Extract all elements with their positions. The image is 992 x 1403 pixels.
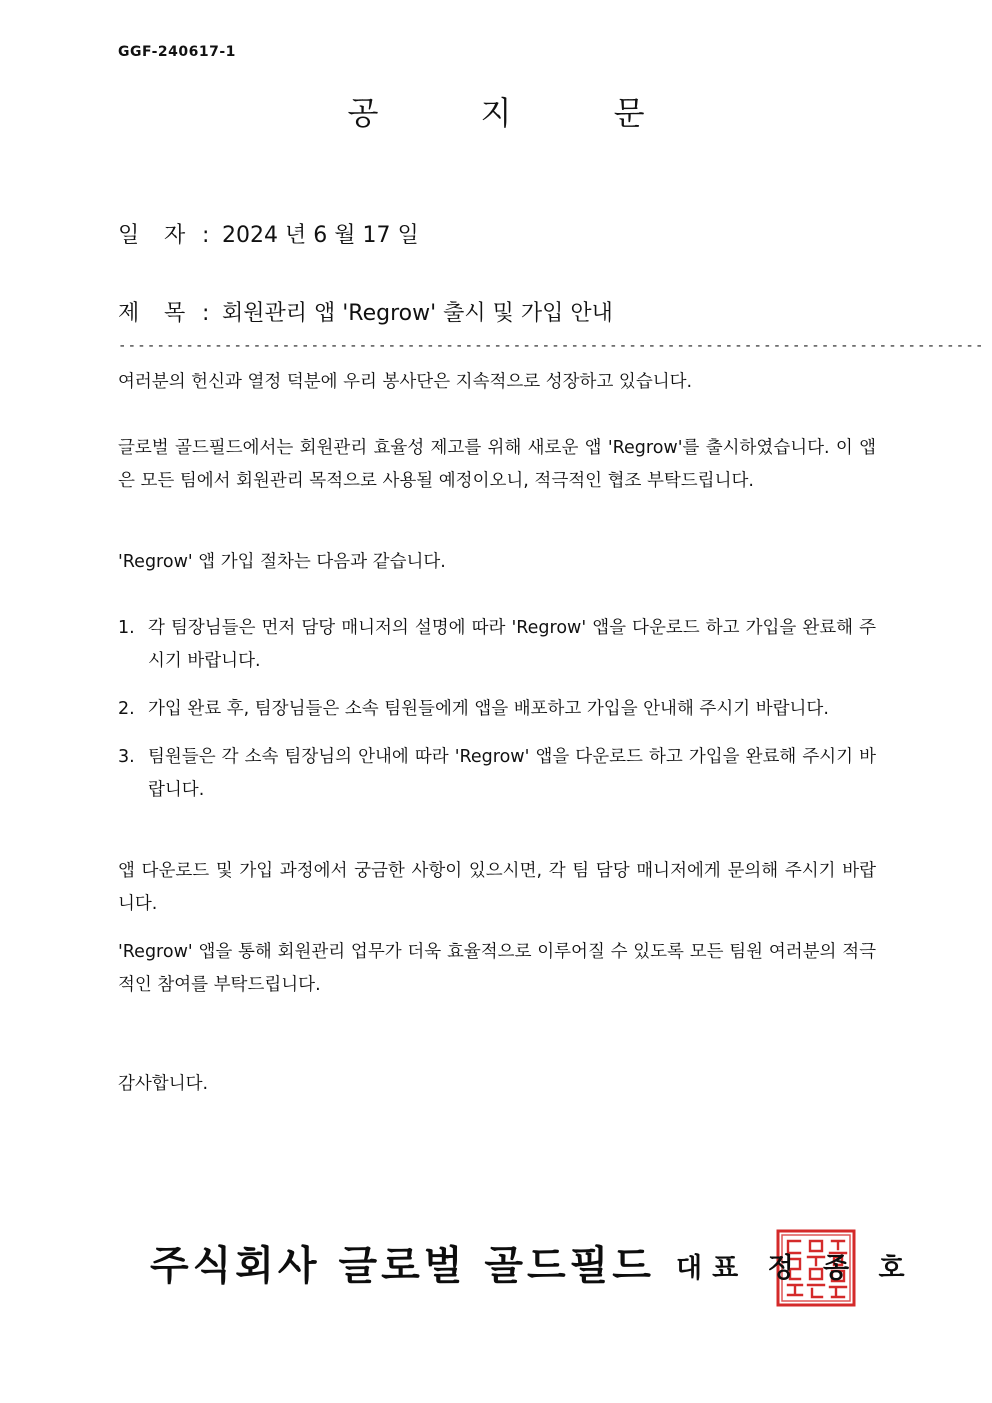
date-value: 2024 년 6 월 17 일 bbox=[222, 223, 419, 248]
date-field bbox=[118, 218, 419, 249]
date-label: 일 자 bbox=[118, 223, 186, 248]
representative-signature: 대표 정 종 호 bbox=[676, 1253, 915, 1284]
main-paragraph: 글로벌 골드필드에서는 회원관리 효율성 제고를 위해 새로운 앱 'Regrow'를 출시하였습니다. 이 앱은 모든 팀에서 회원관리 목적으로 사용될 예정이오니, 적극적인 협조 부탁드립니다. bbox=[118, 438, 876, 491]
company-signature: 주식회사 글로벌 골드필드 bbox=[150, 1242, 655, 1289]
thanks-text: 감사합니다. bbox=[118, 1074, 209, 1094]
subject-value: 회원관리 앱 'Regrow' 출시 및 가입 안내 bbox=[222, 301, 613, 326]
subject-label: 제 목 bbox=[118, 301, 186, 326]
page-title: 공 지 문 bbox=[347, 94, 691, 132]
list-item bbox=[118, 612, 876, 678]
closing-paragraph: 'Regrow' 앱을 통해 회원관리 업무가 더욱 효율적으로 이루어질 수 있도록 모든 팀원 여러분의 적극적인 참여를 부탁드립니다. bbox=[118, 942, 876, 995]
list-item bbox=[118, 741, 876, 807]
subject-colon: : bbox=[202, 301, 210, 326]
steps-list bbox=[118, 612, 876, 822]
document-number: GGF-240617-1 bbox=[118, 44, 236, 60]
step-number: 3. bbox=[118, 747, 135, 767]
intro-paragraph: 여러분의 헌신과 열정 덕분에 우리 봉사단은 지속적으로 성장하고 있습니다. bbox=[118, 372, 693, 392]
procedure-intro: 'Regrow' 앱 가입 절차는 다음과 같습니다. bbox=[118, 552, 446, 572]
question-paragraph: 앱 다운로드 및 가입 과정에서 궁금한 사항이 있으시면, 각 팀 담당 매니저에게 문의해 주시기 바랍니다. bbox=[118, 861, 876, 914]
step-text: 팀원들은 각 소속 팀장님의 안내에 따라 'Regrow' 앱을 다운로드 하고 가입을 완료해 주시기 바랍니다. bbox=[148, 747, 876, 800]
step-number: 2. bbox=[118, 699, 135, 719]
divider-line: ------------------------------------------------------------------------------------------ bbox=[118, 338, 985, 354]
step-number: 1. bbox=[118, 618, 135, 638]
list-item bbox=[118, 693, 876, 726]
step-text: 가입 완료 후, 팀장님들은 소속 팀원들에게 앱을 배포하고 가입을 안내해 주시기 바랍니다. bbox=[148, 699, 829, 719]
step-text: 각 팀장님들은 먼저 담당 매니저의 설명에 따라 'Regrow' 앱을 다운로드 하고 가입을 완료해 주시기 바랍니다. bbox=[148, 618, 876, 671]
subject-field bbox=[118, 296, 613, 327]
date-colon: : bbox=[202, 223, 210, 248]
